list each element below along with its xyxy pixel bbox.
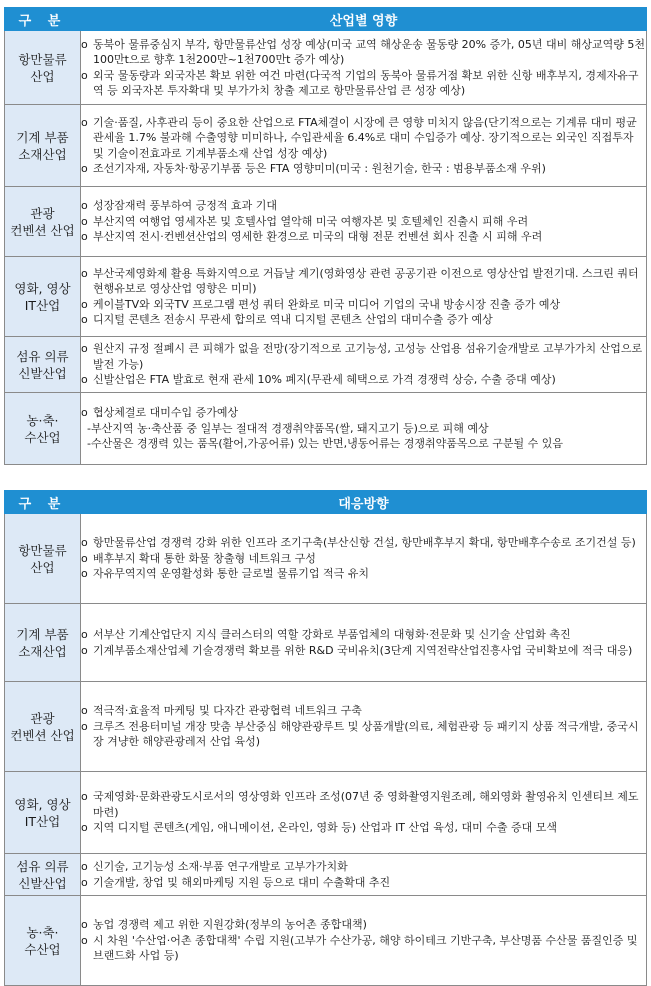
bullet-item <box>81 312 646 328</box>
category-header: 구 분 <box>5 8 81 31</box>
sector-label-line: 기계 부품 <box>16 626 69 642</box>
sector-label-line: IT산업 <box>24 297 61 313</box>
sector-cell <box>5 105 81 187</box>
table-row <box>5 31 647 105</box>
bullet-text: 디지털 콘텐츠 전송시 무관세 합의로 역내 디지털 콘텐츠 산업의 대미수출 증가 예상 <box>93 313 493 326</box>
content-cell <box>81 604 647 682</box>
bullet-marker: ο <box>81 297 88 311</box>
bullet-marker: ο <box>81 628 88 641</box>
content-cell <box>81 337 647 393</box>
bullet-text: 동북아 물류중심지 부각, 항만물류산업 성장 예상(미국 교역 해상운송 물동량 20% 증가, 05년 대비 해상교역량 5천100만t으로 향후 1천200만~1천700만t 증가 예상) <box>93 37 645 66</box>
bullet-text: 외국 물동량과 외국자본 확보 위한 여건 마련(다국적 기업의 동북아 물류거점 확보 위한 신항 배후부지, 경제자유구역 등 외국자본 투자확대 및 부가가치 창출 제고로 항만물류산업 큰 성장 예상) <box>93 68 639 97</box>
sector-label-line: 소재산업 <box>18 146 67 162</box>
bullet-marker: ο <box>81 230 88 244</box>
sector-label-line: 컨벤션 산업 <box>10 727 75 743</box>
sector-label-line: 농·축· <box>26 412 59 428</box>
response-header: 대응방향 <box>81 491 647 514</box>
sector-label-line: 섬유 의류 <box>16 858 69 874</box>
bullet-marker: ο <box>81 162 88 175</box>
sector-cell <box>5 854 81 896</box>
content-cell <box>81 854 647 896</box>
bullet-item <box>81 421 646 437</box>
header-row <box>5 491 647 514</box>
bullet-text: 적극적·효율적 마케팅 및 다자간 관광협력 네트워크 구축 <box>93 704 362 718</box>
bullet-text: 부산지역 전시·컨벤션산업의 영세한 환경으로 미국의 대형 전문 컨벤션 회사 진출 시 피해 우려 <box>93 230 543 244</box>
bullet-text: 국제영화·문화관광도시로서의 영상영화 인프라 조성(07년 중 영화촬영지원조례, 해외영화 촬영유치 인센티브 제도 마련) <box>93 790 639 819</box>
sector-label-line: 관광 <box>30 710 55 726</box>
bullet-item <box>81 161 646 177</box>
sector-label-line: IT산업 <box>24 813 61 829</box>
bullet-marker: ο <box>81 313 88 326</box>
bullet-item <box>81 719 646 750</box>
bullet-marker: ο <box>81 567 88 581</box>
bullet-marker: ο <box>81 860 88 873</box>
table-row <box>5 682 647 772</box>
bullet-item <box>81 341 646 372</box>
bullet-item <box>81 703 646 719</box>
bullet-item <box>81 917 646 933</box>
bullet-item <box>81 551 646 567</box>
bullet-marker: ο <box>81 214 88 228</box>
sector-label-line: 기계 부품 <box>16 129 69 145</box>
sector-cell <box>5 337 81 393</box>
industry-impact-table <box>4 7 647 465</box>
table-row <box>5 514 647 604</box>
bullet-item <box>81 820 646 836</box>
table-row <box>5 604 647 682</box>
bullet-item <box>81 68 646 99</box>
bullet-item <box>81 933 646 964</box>
bullet-text: 서부산 기계산업단지 지식 클러스터의 역할 강화로 부품업체의 대형화·전문화 및 신기술 산업화 촉진 <box>93 628 571 641</box>
impact-header: 산업별 영향 <box>81 8 647 31</box>
bullet-text: 기술개발, 창업 및 해외마케팅 지원 등으로 대미 수출확대 추진 <box>93 875 391 889</box>
bullet-marker: ο <box>81 933 88 947</box>
sector-label-line: 수산업 <box>24 429 61 445</box>
bullet-text: 지역 디지털 콘텐츠(게임, 애니메이션, 온라인, 영화 등) 산업과 IT 산업 육성, 대미 수출 증대 모색 <box>93 821 558 835</box>
category-header: 구 분 <box>5 491 81 514</box>
sector-label-line: 산업 <box>30 559 55 575</box>
bullet-item <box>81 37 646 68</box>
bullet-text: 크루즈 전용터미널 개장 맞춤 부산중심 해양관광루트 및 상품개발(의료, 체험관광 등 패키지 상품 적극개발, 중국시장 겨냥한 해양관광레저 산업 육성) <box>93 719 639 749</box>
header-row <box>5 8 647 31</box>
sector-cell <box>5 514 81 604</box>
bullet-item <box>81 214 646 230</box>
sector-label-line: 항만물류 <box>18 51 67 67</box>
sector-cell <box>5 393 81 465</box>
bullet-marker: ο <box>81 266 88 280</box>
bullet-marker: ο <box>81 373 88 387</box>
sector-label-line: 신발산업 <box>18 365 67 381</box>
bullet-text: 원산지 규정 절폐시 큰 피해가 없을 전망(장기적으로 고기능성, 고성능 산업용 섬유기술개발로 고부가가치 산업으로 발전 가능) <box>93 342 643 371</box>
bullet-marker: ο <box>81 406 88 420</box>
table-row <box>5 896 647 986</box>
bullet-item <box>81 198 646 214</box>
table-row <box>5 187 647 257</box>
sector-label-line: 영화, 영상 <box>14 796 71 812</box>
table-row <box>5 105 647 187</box>
bullet-text: 농업 경쟁력 제고 위한 지원강화(정부의 농어촌 종합대책) <box>93 918 367 932</box>
table-row <box>5 393 647 465</box>
bullet-marker: ο <box>81 875 88 889</box>
content-cell <box>81 682 647 772</box>
bullet-marker: ο <box>81 37 88 51</box>
bullet-text: 시 차원 '수산업·어촌 종합대책' 수립 지원(고부가 수산가공, 해양 하이테크 기반구축, 부산명품 수산물 품질인증 및 브랜드화 사업 등) <box>93 933 638 963</box>
bullet-text: 항만물류산업 경쟁력 강화 위한 인프라 조기구축(부산신항 건설, 항만배후부지 확대, 항만배후수송로 조기건설 등) <box>93 536 636 550</box>
bullet-marker: ο <box>81 918 88 932</box>
bullet-item <box>81 229 646 245</box>
bullet-text: 부산국제영화제 활용 특화지역으로 거듭날 계기(영화영상 관련 공공기관 이전으로 영상산업 발전기대. 스크린 쿼터 현행유보로 영상산업 영향은 미미) <box>93 266 639 295</box>
response-direction-table <box>4 490 647 986</box>
sector-label-line: 신발산업 <box>18 875 67 891</box>
bullet-marker: ο <box>81 821 88 835</box>
response-table-body <box>5 514 647 986</box>
bullet-item <box>81 266 646 297</box>
content-cell <box>81 31 647 105</box>
bullet-marker: ο <box>81 719 88 733</box>
sector-cell <box>5 187 81 257</box>
sector-label-line: 항만물류 <box>18 542 67 558</box>
content-cell <box>81 896 647 986</box>
content-cell <box>81 105 647 187</box>
bullet-marker: ο <box>81 536 88 550</box>
bullet-text: 협상체결로 대미수입 증가예상 <box>93 406 239 420</box>
table-row <box>5 772 647 854</box>
bullet-text: 자유무역지역 운영활성화 통한 글로벌 물류기업 적극 유치 <box>93 567 370 581</box>
bullet-item <box>81 372 646 388</box>
sector-label-line: 영화, 영상 <box>14 280 71 296</box>
bullet-text: 신발산업은 FTA 발효로 현재 관세 10% 폐지(무관세 혜택으로 가격 경쟁력 상승, 수출 증대 예상) <box>93 373 556 387</box>
bullet-marker: ο <box>81 342 88 356</box>
bullet-item <box>81 875 646 891</box>
bullet-text: 성장잠재력 풍부하여 긍정적 효과 기대 <box>93 199 278 213</box>
content-cell <box>81 257 647 337</box>
content-cell <box>81 772 647 854</box>
table-row <box>5 854 647 896</box>
sector-cell <box>5 896 81 986</box>
bullet-marker: ο <box>81 643 88 657</box>
bullet-text: 기계부품소재산업체 기술경쟁력 확보를 위한 R&D 국비유치(3단계 지역전략산업진흥사업 국비확보에 적극 대응) <box>93 643 633 657</box>
sector-label-line: 섬유 의류 <box>16 348 69 364</box>
bullet-item <box>81 436 646 452</box>
sector-label-line: 농·축· <box>26 924 59 940</box>
bullet-item <box>81 643 646 659</box>
bullet-item <box>81 297 646 313</box>
bullet-item <box>81 405 646 421</box>
bullet-marker: ο <box>81 115 88 129</box>
impact-table-body <box>5 31 647 465</box>
bullet-item <box>81 115 646 162</box>
bullet-item <box>81 789 646 820</box>
bullet-marker: ο <box>81 199 88 213</box>
sector-label-line: 컨벤션 산업 <box>10 222 75 238</box>
sector-cell <box>5 257 81 337</box>
table-row <box>5 257 647 337</box>
content-cell <box>81 393 647 465</box>
bullet-text: 부산지역 여행업 영세자본 및 호텔사업 열악해 미국 여행자본 및 호텔체인 진출시 피해 우려 <box>93 214 529 228</box>
content-cell <box>81 187 647 257</box>
sector-label-line: 산업 <box>30 68 55 84</box>
sector-cell <box>5 772 81 854</box>
bullet-text: -수산물은 경쟁력 있는 품목(활어,가공어류) 있는 반면,냉동어류는 경쟁취약품목으로 구분될 수 있음 <box>87 437 564 451</box>
sector-label-line: 수산업 <box>24 941 61 957</box>
bullet-marker: ο <box>81 704 88 718</box>
bullet-text: -부산지역 농·축산품 중 일부는 절대적 경쟁취약품목(쌀, 돼지고기 등)으로 피해 예상 <box>87 421 489 435</box>
bullet-item <box>81 859 646 875</box>
bullet-marker: ο <box>81 68 88 82</box>
bullet-text: 신기술, 고기능성 소재·부품 연구개발로 고부가가치화 <box>93 860 348 873</box>
bullet-marker: ο <box>81 790 88 804</box>
sector-label-line: 소재산업 <box>18 643 67 659</box>
bullet-text: 기술·품질, 사후관리 등이 중요한 산업으로 FTA체결이 시장에 큰 영향 미치지 않음(단기적으로는 기계류 대미 평균관세율 1.7% 불과해 수출영향 미미하나, 수입관세율 6.4%로 대미 수입증가 예상. 장기적으로는 외국인 직접투자 및 기술이전효과로 기계부품소재 산업 성장 예상) <box>93 115 637 160</box>
content-cell <box>81 514 647 604</box>
bullet-item <box>81 566 646 582</box>
bullet-text: 조선기자재, 자동차·항공기부품 등은 FTA 영향미미(미국 : 원천기술, 한국 : 범용부품소재 우위) <box>93 162 546 175</box>
sector-cell <box>5 31 81 105</box>
bullet-item <box>81 627 646 643</box>
sector-label-line: 관광 <box>30 205 55 221</box>
sector-cell <box>5 682 81 772</box>
sector-cell <box>5 604 81 682</box>
bullet-text: 케이블TV와 외국TV 프로그램 편성 쿼터 완화로 미국 미디어 기업의 국내 방송시장 진출 증가 예상 <box>93 297 561 311</box>
bullet-text: 배후부지 확대 통한 화물 창출형 네트워크 구성 <box>93 551 316 565</box>
bullet-item <box>81 535 646 551</box>
bullet-marker: ο <box>81 551 88 565</box>
table-row <box>5 337 647 393</box>
